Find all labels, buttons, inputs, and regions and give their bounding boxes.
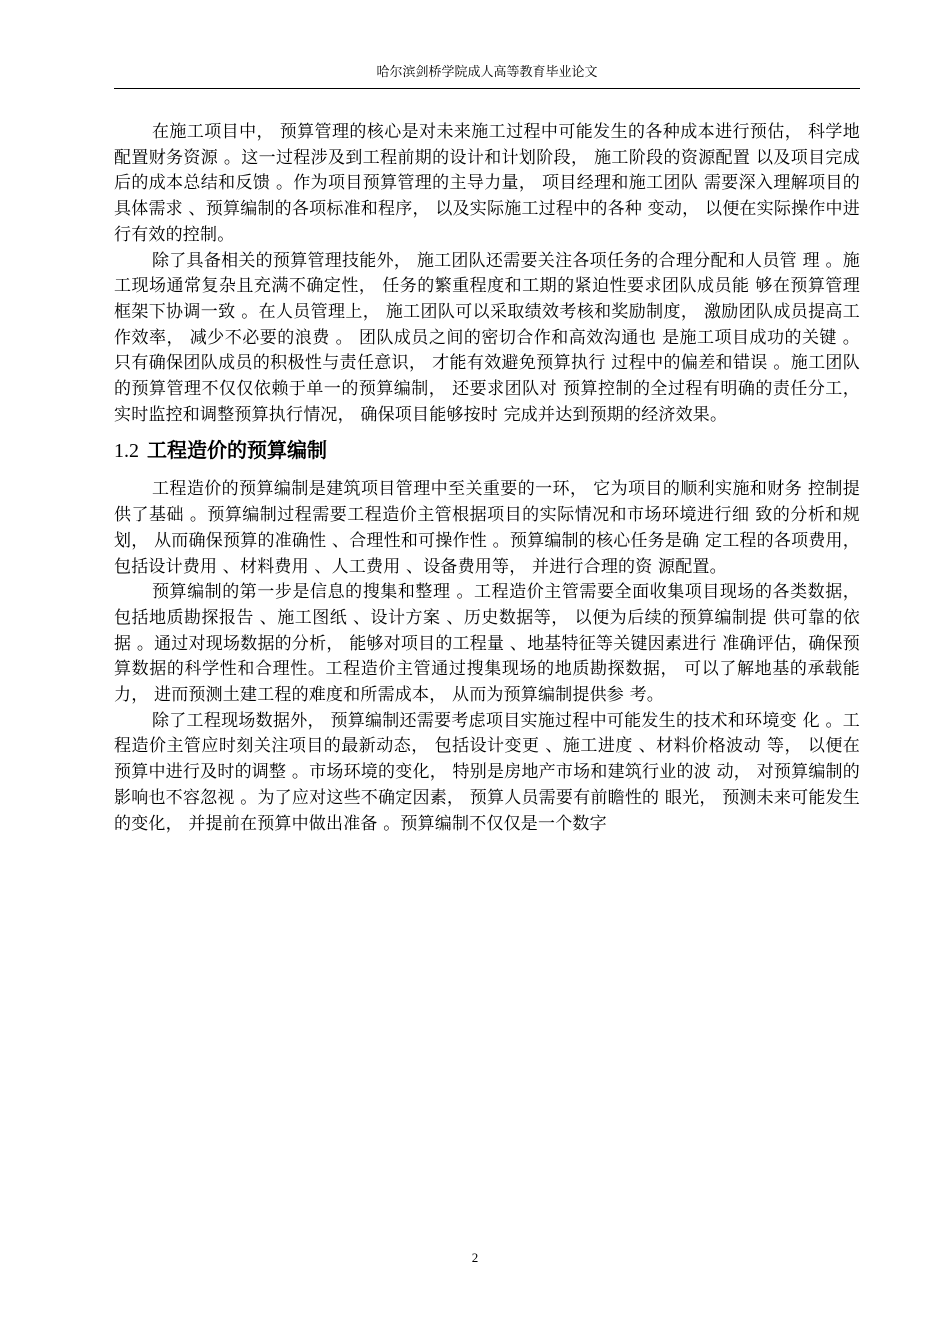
header-divider [114,88,860,89]
document-body [114,120,860,837]
paragraph-budget-core: 在施工项目中， 预算管理的核心是对未来施工过程中可能发生的各种成本进行预估， 科学地配置财务资源 。这一过程涉及到工程前期的设计和计划阶段， 施工阶段的资源配置 以及项目完成后的成本总结和反馈 。作为项目预算管理的主导力量， 项目经理和施工团队 需要深入理解项目的具体需求 、预算编制的各项标准和程序， 以及实际施工过程中的各种 变动， 以便在实际操作中进行有效的控制。 [114,122,860,245]
paragraph-budget-compilation: 工程造价的预算编制是建筑项目管理中至关重要的一环， 它为项目的顺利实施和财务 控制提供了基础 。预算编制过程需要工程造价主管根据项目的实际情况和市场环境进行细 致的分析和规划， 从而确保预算的准确性 、合理性和可操作性 。预算编制的核心任务是确 定工程的各项费用， 包括设计费用 、材料费用 、人工费用 、设备费用等， 并进行合理的资 源配置。 [114,479,860,577]
section-title: 工程造价的预算编制 [147,438,327,463]
paragraph-data-collection: 预算编制的第一步是信息的搜集和整理 。工程造价主管需要全面收集项目现场的各类数据， 包括地质勘探报告 、施工图纸 、设计方案 、历史数据等， 以便为后续的预算编制提 供可靠的依据 。通过对现场数据的分析， 能够对项目的工程量 、地基特征等关键因素进行 准确评估，确保预算数据的科学性和合理性。工程造价主管通过搜集现场的地质勘探数据， 可以了解地基的承载能力， 进而预测土建工程的难度和所需成本， 从而为预算编制提供参 考。 [114,582,860,706]
paragraph-team-management: 除了具备相关的预算管理技能外， 施工团队还需要关注各项任务的合理分配和人员管 理 。施工现场通常复杂且充满不确定性， 任务的繁重程度和工期的紧迫性要求团队成员能 够在预算管理框架下协调一致 。在人员管理上， 施工团队可以采取绩效考核和奖励制度， 激励团队成员提高工作效率， 减少不必要的浪费 。 团队成员之间的密切合作和高效沟通也 是施工项目成功的关键 。只有确保团队成员的积极性与责任意识， 才能有效避免预算执行 过程中的偏差和错误 。施工团队的预算管理不仅仅依赖于单一的预算编制， 还要求团队对 预算控制的全过程有明确的责任分工， 实时监控和调整预算执行情况， 确保项目能够按时 完成并达到预期的经济效果。 [114,250,860,425]
paragraph-environment-changes: 除了工程现场数据外， 预算编制还需要考虑项目实施过程中可能发生的技术和环境变 化 。工程造价主管应时刻关注项目的最新动态， 包括设计变更 、施工进度 、材料价格波动 等， 以便在预算中进行及时的调整 。市场环境的变化， 特别是房地产市场和建筑行业的波 动， 对预算编制的影响也不容忽视 。为了应对这些不确定因素， 预算人员需要有前瞻性的 眼光， 预测未来可能发生的变化， 并提前在预算中做出准备 。预算编制不仅仅是一个数字 [114,710,860,834]
page-number: 2 [471,1250,479,1265]
section-number: 1.2 [114,440,139,463]
section-heading [114,436,860,465]
page-header: 哈尔滨剑桥学院成人高等教育毕业论文 [376,65,598,80]
